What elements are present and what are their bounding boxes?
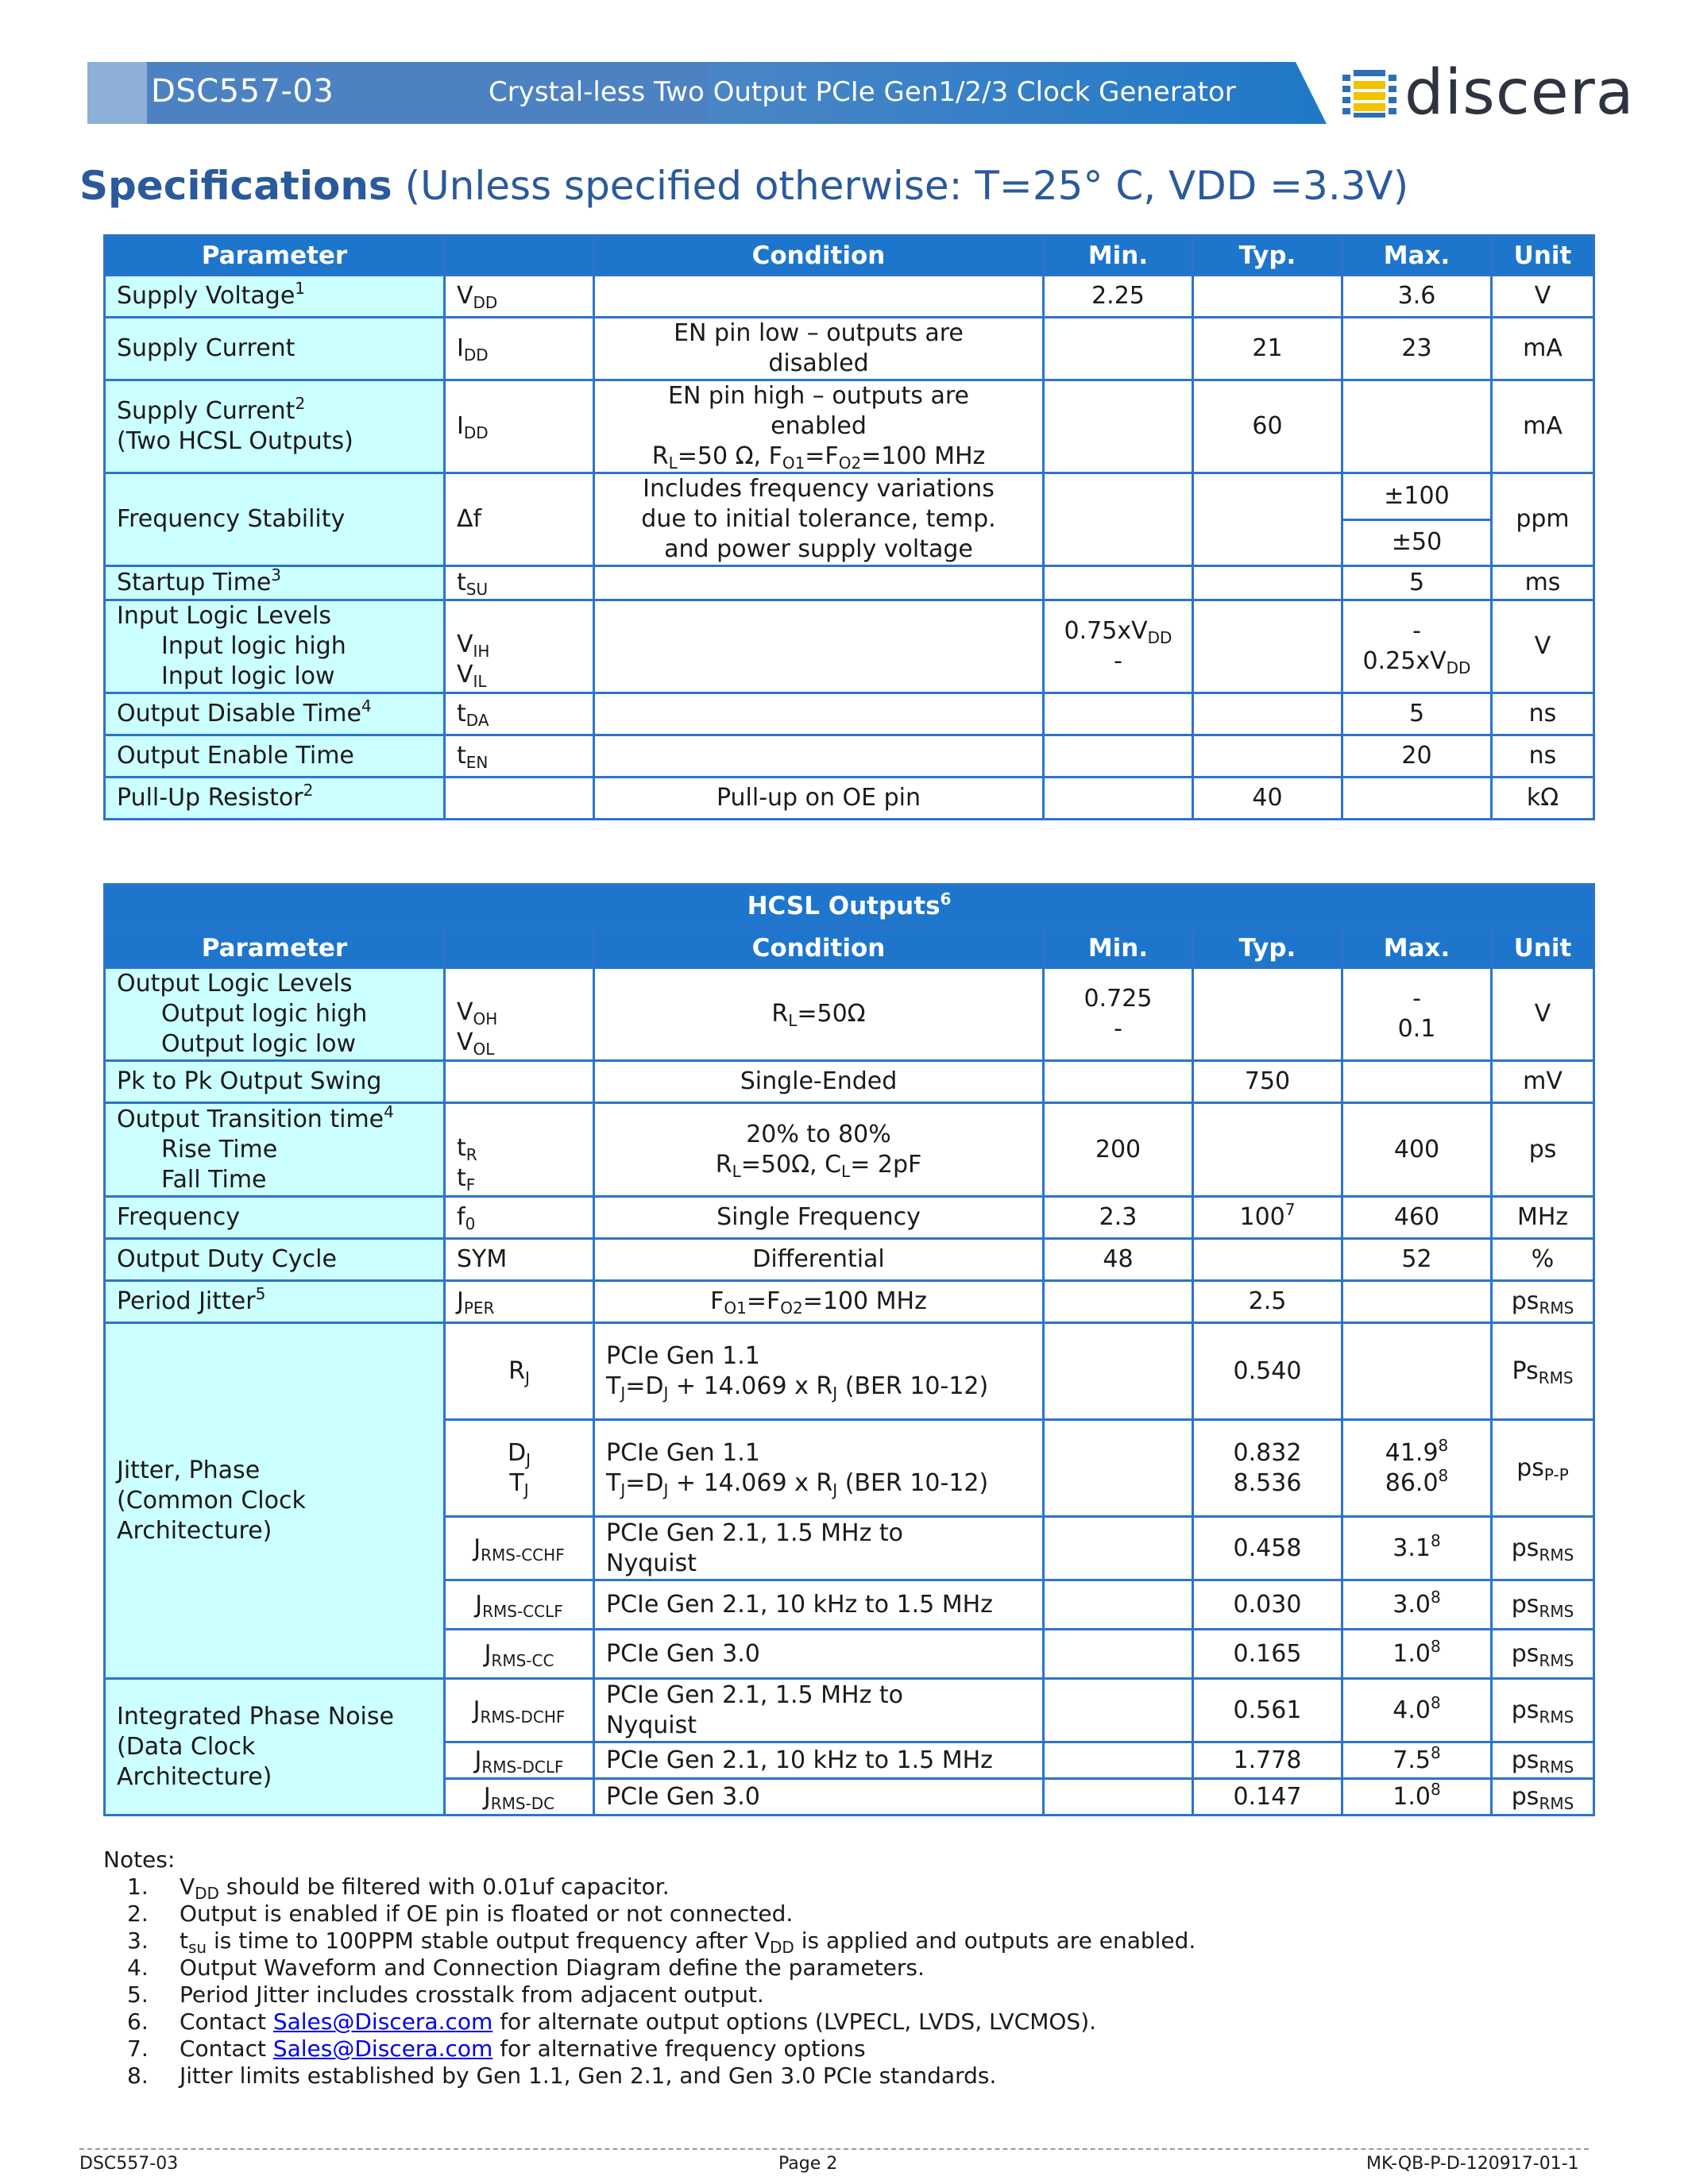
param-cell: Output Disable Time$^4$ — [105, 693, 445, 735]
note-item: 3. $t_{su}$ is time to 100PPM stable output frequency after $V_{DD}$ is applied and outputs are enabled. — [127, 1927, 1196, 1957]
unit-cell: ns — [1492, 735, 1594, 778]
unit-cell: ns — [1492, 693, 1594, 735]
max-cell: ±100 — [1342, 473, 1492, 520]
param-cell: Supply Voltage$^1$ — [105, 276, 445, 318]
table-row — [105, 1103, 1594, 1197]
typ-cell: 0.458 — [1193, 1517, 1342, 1580]
max-cell: 3.6 — [1342, 276, 1492, 318]
hcsl-title: HCSL Outputs$^6$ — [105, 885, 1594, 928]
table-row — [105, 1323, 1594, 1420]
footer-page-number: Page 2 — [778, 2154, 838, 2174]
table-header-row — [105, 236, 1594, 276]
min-cell — [1044, 1281, 1193, 1323]
max-cell: 23 — [1342, 318, 1492, 380]
typ-cell: 0.561 — [1193, 1679, 1342, 1742]
unit-cell: $ps_{RMS}$ — [1492, 1742, 1594, 1779]
typ-cell: 0.030 — [1193, 1580, 1342, 1630]
condition-cell — [594, 600, 1044, 693]
symbol-cell: $V_{DD}$ — [445, 276, 594, 318]
param-cell: Startup Time$^3$ — [105, 566, 445, 600]
symbol-cell: $J_{RMS-DCLF}$ — [445, 1742, 594, 1779]
typ-cell: 0.832 8.536 — [1193, 1420, 1342, 1517]
note-item: 8. Jitter limits established by Gen 1.1, Gen 2.1, and Gen 3.0 PCIe standards. — [127, 2062, 997, 2089]
unit-cell: $ps_{RMS}$ — [1492, 1517, 1594, 1580]
condition-cell — [594, 566, 1044, 600]
condition-cell: PCIe Gen 2.1, 1.5 MHz to Nyquist — [594, 1517, 1044, 1580]
condition-cell — [594, 276, 1044, 318]
condition-cell: PCIe Gen 3.0 — [594, 1630, 1044, 1679]
header-max: Max. — [1342, 928, 1492, 968]
specifications-heading — [79, 163, 1408, 209]
condition-cell: PCIe Gen 2.1, 10 kHz to 1.5 MHz — [594, 1580, 1044, 1630]
header-banner — [87, 62, 1327, 124]
table-row — [105, 380, 1594, 473]
max-cell: 52 — [1342, 1239, 1492, 1281]
typ-cell — [1193, 473, 1342, 566]
min-cell — [1044, 380, 1193, 473]
note-item: 7. Contact Sales@Discera.com for alternative frequency options — [127, 2035, 866, 2062]
max-cell — [1342, 1281, 1492, 1323]
symbol-cell: $f_0$ — [445, 1197, 594, 1239]
condition-cell: EN pin low – outputs are disabled — [594, 318, 1044, 380]
table-row — [105, 600, 1594, 693]
symbol-cell: $t_{SU}$ — [445, 566, 594, 600]
header-parameter: Parameter — [105, 928, 445, 968]
typ-cell — [1193, 1239, 1342, 1281]
min-cell: 200 — [1044, 1103, 1193, 1197]
typ-cell — [1193, 693, 1342, 735]
symbol-cell — [445, 778, 594, 820]
unit-cell: V — [1492, 276, 1594, 318]
symbol-cell: $J_{RMS-CCLF}$ — [445, 1580, 594, 1630]
condition-cell: PCIe Gen 1.1 $T_J=D_J + 14.069$ x $R_J$ (BER 10-12) — [594, 1420, 1044, 1517]
min-cell — [1044, 1742, 1193, 1779]
table-row — [105, 1679, 1594, 1742]
condition-cell — [594, 735, 1044, 778]
footer-doc-id: DSC557-03 — [79, 2154, 179, 2174]
min-cell — [1044, 1630, 1193, 1679]
discera-logo — [1342, 57, 1644, 129]
note-item: 2. Output is enabled if OE pin is floated or not connected. — [127, 1900, 794, 1927]
note-item: 4. Output Waveform and Connection Diagram define the parameters. — [127, 1954, 925, 1981]
unit-cell: $ps_{RMS}$ — [1492, 1630, 1594, 1679]
max-cell: - $0.25xV_{DD}$ — [1342, 600, 1492, 693]
param-cell: Output Duty Cycle — [105, 1239, 445, 1281]
header-symbol — [445, 236, 594, 276]
table-row — [105, 778, 1594, 820]
max-cell: ±50 — [1342, 519, 1492, 566]
table-row — [105, 968, 1594, 1061]
symbol-cell: SYM — [445, 1239, 594, 1281]
max-cell: 20 — [1342, 735, 1492, 778]
sales-email-link[interactable]: Sales@Discera.com — [272, 2035, 493, 2062]
param-cell: Pull-Up Resistor$^2$ — [105, 778, 445, 820]
typ-cell: 40 — [1193, 778, 1342, 820]
heading-bold: Specifications — [79, 163, 392, 209]
header-typ: Typ. — [1193, 928, 1342, 968]
symbol-cell: $I_{DD}$ — [445, 318, 594, 380]
min-cell — [1044, 735, 1193, 778]
header-unit: Unit — [1492, 928, 1594, 968]
max-cell: $3.0^8$ — [1342, 1580, 1492, 1630]
param-cell: Output Enable Time — [105, 735, 445, 778]
unit-cell: $ps_{RMS}$ — [1492, 1679, 1594, 1742]
table-row — [105, 473, 1594, 520]
unit-cell: $ps_{RMS}$ — [1492, 1281, 1594, 1323]
symbol-cell: $J_{PER}$ — [445, 1281, 594, 1323]
condition-cell: PCIe Gen 3.0 — [594, 1779, 1044, 1815]
typ-cell — [1193, 735, 1342, 778]
max-cell: $7.5^8$ — [1342, 1742, 1492, 1779]
typ-cell: 1.778 — [1193, 1742, 1342, 1779]
symbol-cell: $I_{DD}$ — [445, 380, 594, 473]
header-parameter: Parameter — [105, 236, 445, 276]
symbol-cell — [445, 1061, 594, 1103]
symbol-cell: $R_J$ — [445, 1323, 594, 1420]
note-item: 1. $V_{DD}$ should be filtered with 0.01uf capacitor. — [127, 1873, 670, 1903]
min-cell — [1044, 1323, 1193, 1420]
max-cell — [1342, 1061, 1492, 1103]
typ-cell: 21 — [1193, 318, 1342, 380]
min-cell — [1044, 1420, 1193, 1517]
max-cell — [1342, 1323, 1492, 1420]
typ-cell — [1193, 600, 1342, 693]
document-title: Crystal-less Two Output PCIe Gen1/2/3 Clock Generator — [489, 76, 1236, 108]
header-unit: Unit — [1492, 236, 1594, 276]
condition-cell — [594, 693, 1044, 735]
unit-cell: MHz — [1492, 1197, 1594, 1239]
min-cell — [1044, 693, 1193, 735]
max-cell: $4.0^8$ — [1342, 1679, 1492, 1742]
specifications-table — [103, 234, 1595, 820]
min-cell — [1044, 1061, 1193, 1103]
param-cell: Input Logic Levels Input logic high Input logic low — [105, 600, 445, 693]
table-header-row — [105, 928, 1594, 968]
table-row — [105, 276, 1594, 318]
table-row — [105, 318, 1594, 380]
max-cell: - 0.1 — [1342, 968, 1492, 1061]
max-cell: 400 — [1342, 1103, 1492, 1197]
min-cell: 48 — [1044, 1239, 1193, 1281]
condition-cell: Includes frequency variations due to initial tolerance, temp. and power supply voltage — [594, 473, 1044, 566]
header-condition: Condition — [594, 236, 1044, 276]
unit-cell: mV — [1492, 1061, 1594, 1103]
condition-cell: $F_{O1}=F_{O2}=100$ MHz — [594, 1281, 1044, 1323]
typ-cell — [1193, 1103, 1342, 1197]
min-cell: 2.25 — [1044, 276, 1193, 318]
note-item: 6. Contact Sales@Discera.com for alternate output options (LVPECL, LVDS, LVCMOS). — [127, 2008, 1097, 2035]
unit-cell: $ps_{RMS}$ — [1492, 1779, 1594, 1815]
condition-cell: PCIe Gen 2.1, 10 kHz to 1.5 MHz — [594, 1742, 1044, 1779]
param-cell: Frequency — [105, 1197, 445, 1239]
param-cell: Output Logic Levels Output logic high Output logic low — [105, 968, 445, 1061]
document-id: DSC557-03 — [151, 73, 334, 110]
param-cell: Pk to Pk Output Swing — [105, 1061, 445, 1103]
unit-cell: ps — [1492, 1103, 1594, 1197]
condition-cell: Single-Ended — [594, 1061, 1044, 1103]
min-cell — [1044, 1679, 1193, 1742]
table-row — [105, 735, 1594, 778]
typ-cell — [1193, 276, 1342, 318]
max-cell — [1342, 380, 1492, 473]
header-condition: Condition — [594, 928, 1044, 968]
unit-cell: $ps_{RMS}$ — [1492, 1580, 1594, 1630]
min-cell: 0.725 - — [1044, 968, 1193, 1061]
param-cell: Supply Current$^2$ (Two HCSL Outputs) — [105, 380, 445, 473]
symbol-cell: $J_{RMS-DC}$ — [445, 1779, 594, 1815]
min-cell — [1044, 318, 1193, 380]
typ-cell — [1193, 968, 1342, 1061]
table-row — [105, 566, 1594, 600]
unit-cell: $Ps_{RMS}$ — [1492, 1323, 1594, 1420]
typ-cell: 0.147 — [1193, 1779, 1342, 1815]
symbol-cell: $V_{IH}$ $V_{IL}$ — [445, 600, 594, 693]
footer-divider — [79, 2148, 1589, 2150]
symbol-cell: $V_{OH}$ $V_{OL}$ — [445, 968, 594, 1061]
unit-cell: kΩ — [1492, 778, 1594, 820]
min-cell — [1044, 566, 1193, 600]
typ-cell: 0.540 — [1193, 1323, 1342, 1420]
max-cell: 41.9$^8$ 86.0$^8$ — [1342, 1420, 1492, 1517]
typ-cell: 60 — [1193, 380, 1342, 473]
unit-cell: ppm — [1492, 473, 1594, 566]
condition-cell: $R_L=50\Omega$ — [594, 968, 1044, 1061]
max-cell: 5 — [1342, 693, 1492, 735]
header-max: Max. — [1342, 236, 1492, 276]
logo-mark-icon — [1342, 70, 1398, 118]
notes-section — [103, 1846, 1196, 2089]
header-typ: Typ. — [1193, 236, 1342, 276]
symbol-cell: Δf — [445, 473, 594, 566]
param-cell: Supply Current — [105, 318, 445, 380]
min-cell — [1044, 1580, 1193, 1630]
typ-cell: 0.165 — [1193, 1630, 1342, 1679]
symbol-cell: $t_{EN}$ — [445, 735, 594, 778]
symbol-cell: $D_J$ $T_J$ — [445, 1420, 594, 1517]
param-cell: Period Jitter$^5$ — [105, 1281, 445, 1323]
hcsl-outputs-table — [103, 883, 1595, 1816]
condition-cell: EN pin high – outputs are enabled $R_L=50$ Ω, $F_{O1}=F_{O2}=100$ MHz — [594, 380, 1044, 473]
symbol-cell: $t_{DA}$ — [445, 693, 594, 735]
unit-cell: mA — [1492, 380, 1594, 473]
condition-cell: 20% to 80% $R_L=50\Omega$, $C_L= 2pF$ — [594, 1103, 1044, 1197]
param-cell: Output Transition time$^4$ Rise Time Fall Time — [105, 1103, 445, 1197]
heading-condition: (Unless specified otherwise: T=25° C, VDD =3.3V) — [392, 163, 1409, 209]
table-row — [105, 1197, 1594, 1239]
param-cell: Jitter, Phase (Common Clock Architecture) — [105, 1323, 445, 1679]
min-cell: 2.3 — [1044, 1197, 1193, 1239]
table-row — [105, 1061, 1594, 1103]
max-cell: 460 — [1342, 1197, 1492, 1239]
typ-cell: $100^7$ — [1193, 1197, 1342, 1239]
unit-cell: ms — [1492, 566, 1594, 600]
sales-email-link[interactable]: Sales@Discera.com — [272, 2008, 493, 2035]
header-min: Min. — [1044, 236, 1193, 276]
table-row — [105, 1239, 1594, 1281]
condition-cell: PCIe Gen 1.1 $T_J=D_J + 14.069$ x $R_J$ (BER 10-12) — [594, 1323, 1044, 1420]
condition-cell: PCIe Gen 2.1, 1.5 MHz to Nyquist — [594, 1679, 1044, 1742]
unit-cell: V — [1492, 968, 1594, 1061]
header-symbol — [445, 928, 594, 968]
unit-cell: % — [1492, 1239, 1594, 1281]
footer-doc-code: MK-QB-P-D-120917-01-1 — [1366, 2154, 1579, 2174]
table-row — [105, 693, 1594, 735]
min-cell — [1044, 1779, 1193, 1815]
symbol-cell: $t_R$ $t_F$ — [445, 1103, 594, 1197]
symbol-cell: $J_{RMS-CCHF}$ — [445, 1517, 594, 1580]
typ-cell — [1193, 566, 1342, 600]
condition-cell: Single Frequency — [594, 1197, 1044, 1239]
symbol-cell: $J_{RMS-DCHF}$ — [445, 1679, 594, 1742]
min-cell — [1044, 1517, 1193, 1580]
typ-cell: 2.5 — [1193, 1281, 1342, 1323]
max-cell: $3.1^8$ — [1342, 1517, 1492, 1580]
table-row — [105, 1281, 1594, 1323]
max-cell: $1.0^8$ — [1342, 1779, 1492, 1815]
max-cell — [1342, 778, 1492, 820]
notes-list — [103, 1873, 1196, 2089]
unit-cell: $ps_{P-P}$ — [1492, 1420, 1594, 1517]
header-min: Min. — [1044, 928, 1193, 968]
table-title-row — [105, 885, 1594, 928]
typ-cell: 750 — [1193, 1061, 1342, 1103]
min-cell — [1044, 778, 1193, 820]
max-cell: 5 — [1342, 566, 1492, 600]
max-cell: $1.0^8$ — [1342, 1630, 1492, 1679]
min-cell — [1044, 473, 1193, 566]
min-cell: $0.75xV_{DD}$ - — [1044, 600, 1193, 693]
symbol-cell: $J_{RMS-CC}$ — [445, 1630, 594, 1679]
unit-cell: mA — [1492, 318, 1594, 380]
param-cell: Frequency Stability — [105, 473, 445, 566]
unit-cell: V — [1492, 600, 1594, 693]
condition-cell: Pull-up on OE pin — [594, 778, 1044, 820]
param-cell: Integrated Phase Noise (Data Clock Architecture) — [105, 1679, 445, 1815]
logo-wordmark: discera — [1404, 57, 1635, 129]
condition-cell: Differential — [594, 1239, 1044, 1281]
notes-title: Notes: — [103, 1846, 176, 1873]
note-item: 5. Period Jitter includes crosstalk from adjacent output. — [127, 1981, 764, 2008]
